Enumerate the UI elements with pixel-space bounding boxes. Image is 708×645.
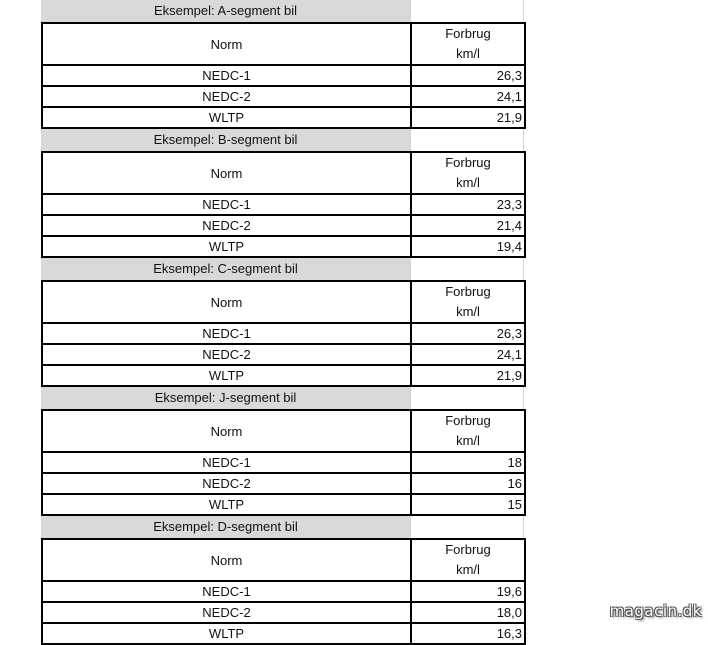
norm-cell: NEDC-2 xyxy=(42,86,411,107)
consumption-header-line2: km/l xyxy=(456,562,480,577)
consumption-table xyxy=(41,22,526,129)
value-cell: 24,1 xyxy=(411,86,525,107)
norm-cell: WLTP xyxy=(42,623,411,644)
title-empty-cell xyxy=(410,516,524,538)
value-cell: 18 xyxy=(411,452,525,473)
value-cell: 26,3 xyxy=(411,323,525,344)
consumption-header xyxy=(411,152,525,194)
norm-cell: WLTP xyxy=(42,494,411,515)
table-row xyxy=(42,581,525,602)
norm-header: Norm xyxy=(42,410,411,452)
value-cell: 16 xyxy=(411,473,525,494)
consumption-header-line1: Forbrug xyxy=(445,155,491,170)
value-cell: 15 xyxy=(411,494,525,515)
block-title: Eksempel: B-segment bil xyxy=(41,129,410,151)
block-title-row xyxy=(41,387,524,409)
table-header-row xyxy=(42,539,525,581)
table-row xyxy=(42,344,525,365)
consumption-header xyxy=(411,281,525,323)
consumption-header-line2: km/l xyxy=(456,175,480,190)
consumption-header-line1: Forbrug xyxy=(445,413,491,428)
segment-block-b xyxy=(41,129,524,258)
table-row xyxy=(42,107,525,128)
block-title-row xyxy=(41,258,524,280)
table-row xyxy=(42,473,525,494)
block-title-row xyxy=(41,516,524,538)
norm-cell: NEDC-2 xyxy=(42,602,411,623)
segment-block-c xyxy=(41,258,524,387)
block-title-row xyxy=(41,129,524,151)
segment-block-a xyxy=(41,0,524,129)
norm-header: Norm xyxy=(42,539,411,581)
consumption-header xyxy=(411,410,525,452)
consumption-header xyxy=(411,539,525,581)
value-cell: 21,9 xyxy=(411,107,525,128)
norm-cell: NEDC-1 xyxy=(42,194,411,215)
consumption-table xyxy=(41,280,526,387)
consumption-table xyxy=(41,151,526,258)
table-row xyxy=(42,602,525,623)
table-row xyxy=(42,86,525,107)
table-row xyxy=(42,65,525,86)
table-row xyxy=(42,194,525,215)
value-cell: 21,4 xyxy=(411,215,525,236)
consumption-header-line2: km/l xyxy=(456,46,480,61)
consumption-header xyxy=(411,23,525,65)
value-cell: 21,9 xyxy=(411,365,525,386)
table-row xyxy=(42,365,525,386)
norm-cell: NEDC-2 xyxy=(42,215,411,236)
table-row xyxy=(42,323,525,344)
consumption-header-line2: km/l xyxy=(456,433,480,448)
consumption-header-line2: km/l xyxy=(456,304,480,319)
table-row xyxy=(42,452,525,473)
norm-cell: NEDC-1 xyxy=(42,323,411,344)
block-title: Eksempel: D-segment bil xyxy=(41,516,410,538)
table-row xyxy=(42,236,525,257)
block-title: Eksempel: C-segment bil xyxy=(41,258,410,280)
watermark-logo: magacin.dk xyxy=(609,602,702,620)
block-title: Eksempel: A-segment bil xyxy=(41,0,410,22)
table-header-row xyxy=(42,281,525,323)
table-header-row xyxy=(42,23,525,65)
consumption-table xyxy=(41,409,526,516)
title-empty-cell xyxy=(410,387,524,409)
norm-cell: WLTP xyxy=(42,236,411,257)
block-title-row xyxy=(41,0,524,22)
table-row xyxy=(42,494,525,515)
table-row xyxy=(42,623,525,644)
spreadsheet xyxy=(41,0,524,645)
consumption-header-line1: Forbrug xyxy=(445,284,491,299)
norm-header: Norm xyxy=(42,281,411,323)
consumption-table xyxy=(41,538,526,645)
table-row xyxy=(42,215,525,236)
block-title: Eksempel: J-segment bil xyxy=(41,387,410,409)
segment-block-j xyxy=(41,387,524,516)
value-cell: 19,4 xyxy=(411,236,525,257)
value-cell: 19,6 xyxy=(411,581,525,602)
value-cell: 23,3 xyxy=(411,194,525,215)
title-empty-cell xyxy=(410,0,524,22)
title-empty-cell xyxy=(410,129,524,151)
value-cell: 16,3 xyxy=(411,623,525,644)
consumption-header-line1: Forbrug xyxy=(445,542,491,557)
title-empty-cell xyxy=(410,258,524,280)
value-cell: 24,1 xyxy=(411,344,525,365)
norm-cell: WLTP xyxy=(42,365,411,386)
segment-block-d xyxy=(41,516,524,645)
value-cell: 18,0 xyxy=(411,602,525,623)
norm-cell: NEDC-1 xyxy=(42,452,411,473)
consumption-header-line1: Forbrug xyxy=(445,26,491,41)
norm-header: Norm xyxy=(42,23,411,65)
norm-cell: NEDC-1 xyxy=(42,581,411,602)
norm-cell: NEDC-2 xyxy=(42,473,411,494)
norm-cell: NEDC-2 xyxy=(42,344,411,365)
value-cell: 26,3 xyxy=(411,65,525,86)
table-header-row xyxy=(42,152,525,194)
norm-cell: NEDC-1 xyxy=(42,65,411,86)
norm-cell: WLTP xyxy=(42,107,411,128)
norm-header: Norm xyxy=(42,152,411,194)
table-header-row xyxy=(42,410,525,452)
